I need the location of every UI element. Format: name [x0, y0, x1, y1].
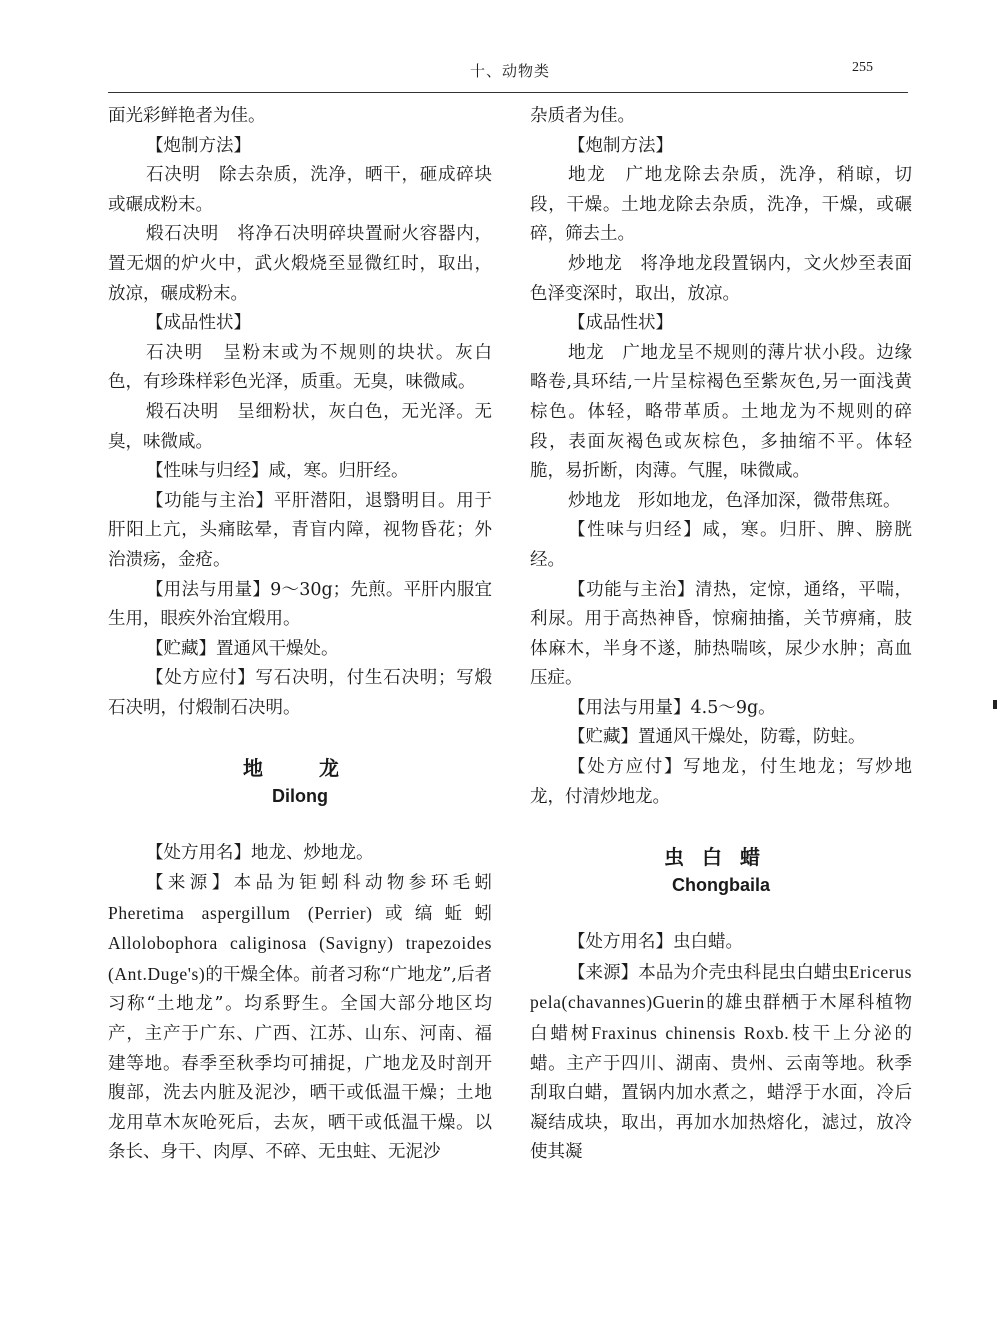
paragraph: 【贮藏】置通风干燥处。 — [146, 638, 339, 659]
scan-speck — [993, 700, 997, 709]
paragraph: 【性味与归经】咸，寒。归肝经。 — [146, 461, 409, 482]
paragraph — [530, 958, 912, 1168]
paragraph: 【用法与用量】9～30g；先煎。平肝内服宜生用，眼疾外治宜煅用。 — [108, 579, 492, 630]
page-number: 255 — [852, 60, 873, 75]
paragraph: 【功能与主治】清热，定惊，通络，平喘，利尿。用于高热神昏，惊痫抽搐，关节痹痛，肢体麻木，半身不遂，肺热喘咳，尿少水肿；高血压症。 — [530, 579, 912, 689]
paragraph: 石决明 呈粉末或为不规则的块状。灰白色，有珍珠样彩色光泽，质重。无臭，味微咸。 — [108, 342, 492, 393]
paragraph: 炒地龙 将净地龙段置锅内，文火炒至表面色泽变深时，取出，放凉。 — [530, 253, 912, 304]
section-heading: 【成品性状】 — [568, 313, 673, 334]
latin-name: Pheretima aspergillum (Perrier) — [108, 902, 373, 923]
paragraph: 地龙 广地龙除去杂质，洗净，稍晾，切段，干燥。土地龙除去杂质，洗净，干燥，或碾碎，筛去土。 — [530, 165, 912, 245]
entry-title-chinese: 虫白蜡 — [664, 845, 778, 870]
paragraph: 【处方应付】写石决明，付生石决明；写煅石决明，付煅制石决明。 — [108, 668, 492, 718]
paragraph: 面光彩鲜艳者为佳。 — [108, 106, 266, 126]
paragraph: 炒地龙 形如地龙，色泽加深，微带焦斑。 — [568, 490, 901, 511]
text-run: 枝干上分泌的蜡。主产于四川、湖南、贵州、云南等地。秋季刮取白蜡，置锅内加水煮之，蜡浮于水面，冷后凝结成块，取出，再加水加热熔化，滤过，放冷使其凝 — [530, 1024, 913, 1163]
entry-title-pinyin: Dilong — [272, 786, 328, 807]
left-column — [108, 102, 492, 1168]
latin-name: Ericerus pela(chavannes)Guerin — [530, 961, 912, 1013]
text-run: 或缟蚯蚓 — [372, 903, 493, 924]
header-rule — [108, 92, 908, 93]
text-run: 的雄虫群栖于木犀科植物白蜡树 — [530, 993, 912, 1045]
paragraph: 杂质者为佳。 — [530, 106, 635, 126]
paragraph: 地龙 广地龙呈不规则的薄片状小段。边缘略卷,具环结,一片呈棕褐色至紫灰色,另一面浅黄棕色。体轻，略带革质。土地龙为不规则的碎段，表面灰褐色或灰棕色，多抽缩不平。体轻脆，易折断，肉薄。气腥，味微咸。 — [530, 342, 912, 482]
spacer — [108, 809, 492, 839]
entry-title-chinese: 地 龙 — [243, 756, 357, 781]
paragraph: 煅石决明 呈细粉状，灰白色，无光泽。无臭，味微咸。 — [108, 401, 492, 452]
text-run: 【来源】本品为钜蚓科动物参环毛蚓 — [146, 873, 492, 894]
spacer — [530, 898, 912, 928]
text-run: 【来源】本品为介壳虫科昆虫白蜡虫 — [568, 962, 849, 983]
paragraph: 【性味与归经】咸，寒。归肝、脾、膀胱经。 — [530, 520, 912, 570]
latin-name: Fraxinus chinensis Roxb. — [591, 1023, 790, 1044]
paragraph: 【处方用名】虫白蜡。 — [568, 932, 743, 953]
paragraph: 【贮藏】置通风干燥处，防霉，防蛀。 — [568, 727, 866, 748]
paragraph: 煅石决明 将净石决明碎块置耐火容器内，置无烟的炉火中，武火煅烧至显微红时，取出，放凉，碾成粉末。 — [108, 224, 492, 304]
paragraph: 【功能与主治】平肝潜阳，退翳明目。用于肝阳上亢，头痛眩晕，青盲内障，视物昏花；外治溃疡，金疮。 — [108, 490, 492, 570]
paragraph: 【用法与用量】4.5～9g。 — [568, 697, 776, 718]
section-heading: 【成品性状】 — [146, 313, 251, 334]
text-run: 的干燥全体。前者习称“广地龙”,后者习称“土地龙”。均系野生。全国大部分地区均产，主产于广东、广西、江苏、山东、河南、福建等地。春季至秋季均可捕捉，广地龙及时剖开腹部，洗去内脏及泥沙，晒干或低温干燥；土地龙用草木灰呛死后，去灰，晒干或低温干燥。以条长、身干、肉厚、不碎、无虫蛀、无泥沙 — [108, 964, 492, 1163]
latin-name: Allolobophora caliginosa (Savigny) trapezoides (Ant.Duge's) — [108, 933, 492, 984]
right-column — [530, 102, 912, 1168]
section-heading: 【炮制方法】 — [568, 135, 673, 156]
paragraph — [108, 869, 492, 1168]
paragraph: 【处方用名】地龙、炒地龙。 — [146, 843, 374, 864]
paragraph: 【处方应付】写地龙，付生地龙；写炒地龙，付清炒地龙。 — [530, 757, 912, 807]
chapter-title: 十、动物类 — [470, 62, 551, 80]
spacer — [530, 812, 912, 842]
entry-title-pinyin: Chongbaila — [672, 875, 770, 896]
section-heading: 【炮制方法】 — [146, 135, 251, 156]
spacer — [108, 723, 492, 753]
paragraph: 石决明 除去杂质，洗净，晒干，砸成碎块或碾成粉末。 — [108, 165, 492, 215]
